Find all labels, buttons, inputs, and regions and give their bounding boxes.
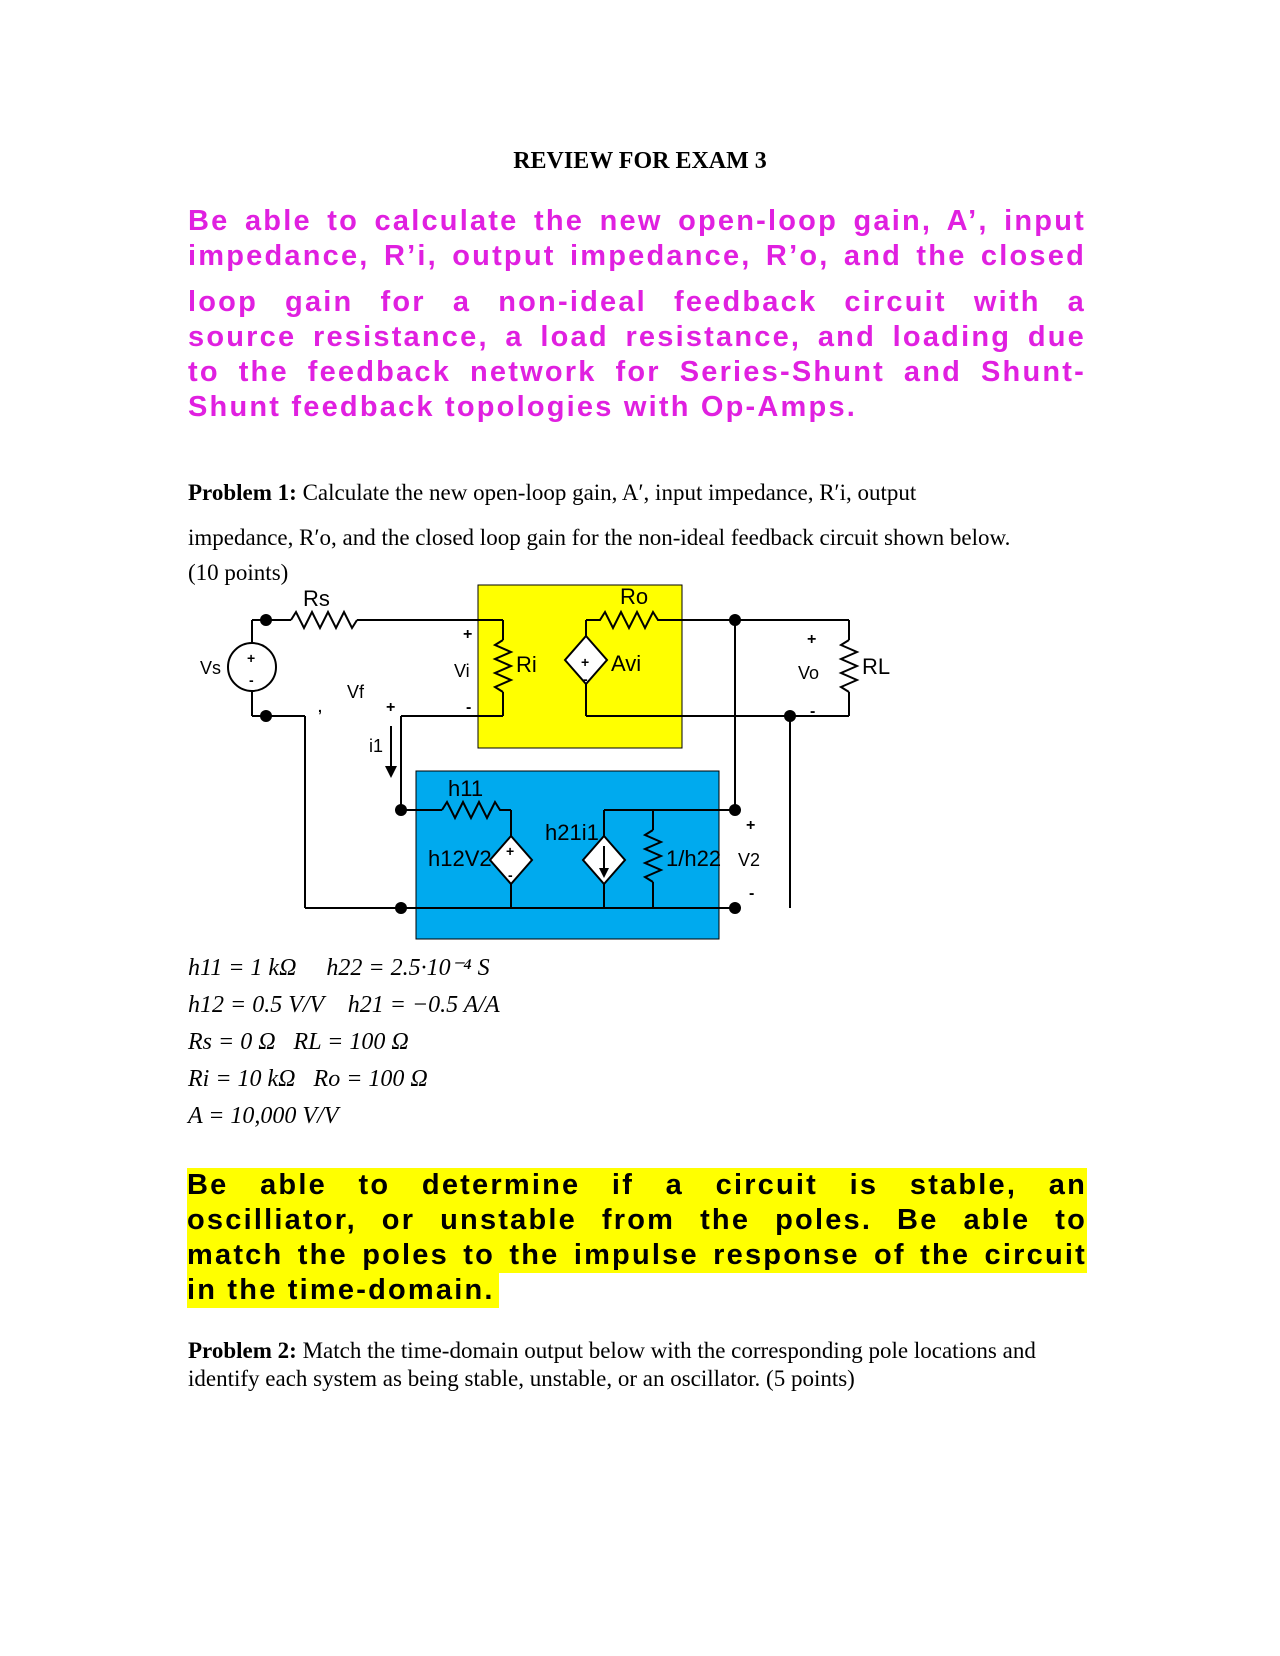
label-v2: V2 [738, 850, 761, 870]
label-avi: Avi [611, 651, 642, 676]
svg-text:+: + [247, 650, 256, 666]
svg-text:,: , [318, 699, 322, 715]
problem-2 [188, 1337, 1088, 1393]
learning-objective-2 [187, 1168, 1087, 1308]
node [395, 804, 407, 816]
node [784, 710, 796, 722]
node [729, 902, 741, 914]
objective-line: loop gain for a non-ideal feedback circuit with a [188, 286, 1086, 318]
svg-text:+: + [386, 699, 396, 716]
label-vf: Vf [347, 682, 365, 702]
parameter-line: Rs = 0 Ω RL = 100 Ω [188, 1029, 409, 1055]
parameter-line: h12 = 0.5 V/V h21 = −0.5 A/A [188, 992, 500, 1018]
objective-line: oscilliator, or unstable from the poles. Be able to [187, 1204, 1087, 1236]
label-vs: Vs [200, 658, 222, 678]
label-i1: i1 [369, 736, 384, 756]
page-title: REVIEW FOR EXAM 3 [513, 148, 767, 174]
label-one-over-h22: 1/h22 [666, 846, 722, 871]
svg-text:+: + [807, 631, 817, 648]
node [729, 614, 741, 626]
svg-text:-: - [583, 671, 588, 687]
node [260, 710, 272, 722]
objective-line: Shunt feedback topologies with Op-Amps. [188, 391, 858, 423]
circuit-parameters [188, 950, 500, 1135]
problem-text: Match the time-domain output below with the corresponding pole locations and identify each system as being stable, unstable, or an oscillator. (5 points) [188, 1338, 1036, 1391]
svg-text:+: + [746, 817, 756, 834]
objective-line: in the time-domain. [187, 1273, 499, 1308]
node [260, 614, 272, 626]
objective-line: Be able to calculate the new open-loop gain, A’, input [188, 205, 1086, 237]
objective-line: Be able to determine if a circuit is stable, an [187, 1169, 1087, 1201]
label-h11: h11 [448, 776, 484, 801]
svg-text:-: - [810, 703, 816, 720]
label-h21i1: h21i1 [545, 820, 599, 845]
objective-line: source resistance, a load resistance, and loading due [188, 321, 1086, 353]
problem-label: Problem 1: [188, 480, 297, 505]
svg-text:-: - [249, 672, 254, 688]
problem-label: Problem 2: [188, 1338, 297, 1363]
problem-points: (10 points) [188, 560, 289, 585]
objective-line: to the feedback network for Series-Shunt and Shunt- [188, 356, 1086, 388]
svg-text:-: - [466, 699, 472, 716]
parameter-line: A = 10,000 V/V [188, 1103, 339, 1129]
label-rs: Rs [303, 586, 330, 611]
objective-line: impedance, R’i, output impedance, R’o, and the closed [188, 240, 1086, 272]
objective-line: match the poles to the impulse response of the circuit [187, 1239, 1087, 1271]
label-ro: Ro [620, 584, 649, 609]
problem-text: impedance, R′o, and the closed loop gain for the non-ideal feedback circuit shown below. [188, 525, 1011, 550]
svg-text:+: + [506, 843, 515, 859]
label-ri: Ri [516, 652, 537, 677]
parameter-line: Ri = 10 kΩ Ro = 100 Ω [188, 1066, 428, 1092]
node [729, 804, 741, 816]
node [395, 902, 407, 914]
label-h12v2: h12V2 [428, 846, 492, 871]
svg-text:-: - [749, 885, 755, 902]
svg-text:+: + [463, 626, 473, 643]
svg-text:-: - [508, 867, 513, 883]
label-rl: RL [862, 654, 891, 679]
problem-text: Calculate the new open-loop gain, A′, input impedance, R′i, output [302, 480, 917, 505]
label-vo: Vo [798, 663, 820, 683]
parameter-line: h11 = 1 kΩ h22 = 2.5·10⁻⁴ S [188, 955, 490, 981]
svg-text:+: + [581, 654, 590, 670]
label-vi: Vi [454, 661, 470, 681]
